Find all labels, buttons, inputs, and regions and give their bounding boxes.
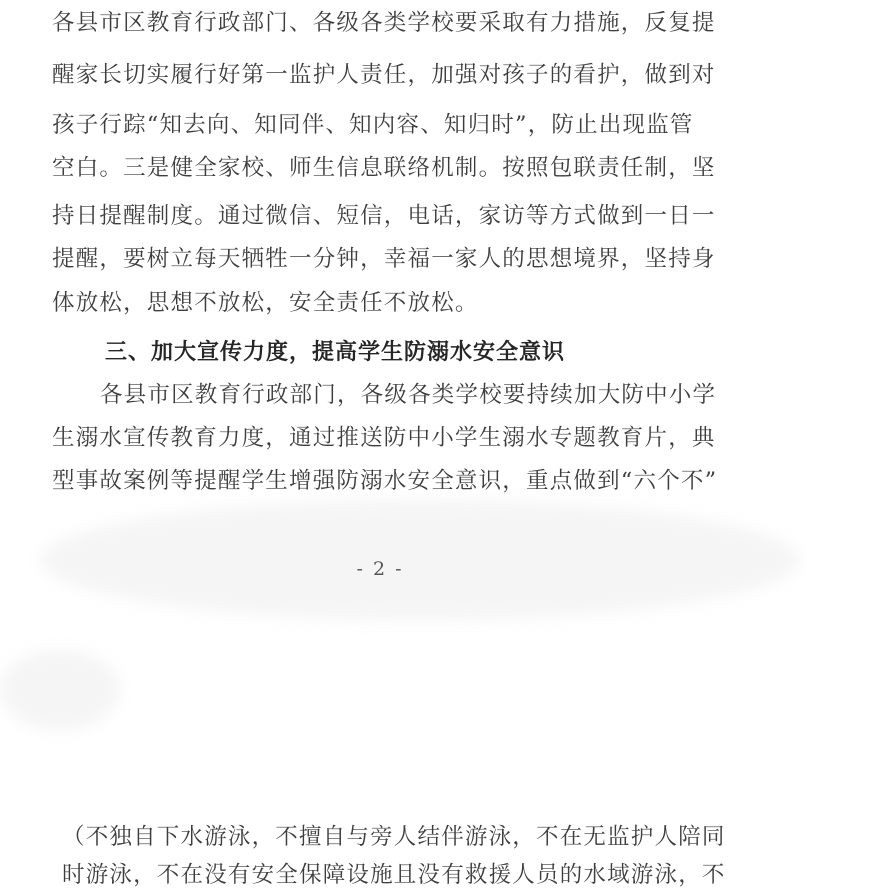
section-heading: 三、加大宣传力度，提高学生防溺水安全意识	[105, 340, 566, 365]
text-line: （不独自下水游泳，不擅自与旁人结伴游泳，不在无监护人陪同	[62, 824, 726, 850]
text-line: 各县市区教育行政部门，各级各类学校要持续加大防中小学	[100, 382, 717, 408]
text-line: 持日提醒制度。通过微信、短信，电话，家访等方式做到一日一	[52, 203, 716, 229]
text-line: 各县市区教育行政部门、各级各类学校要采取有力措施，反复提	[52, 10, 716, 36]
text-line: 提醒，要树立每天牺牲一分钟，幸福一家人的思想境界，坚持身	[52, 246, 716, 272]
text-line: 型事故案例等提醒学生增强防溺水安全意识，重点做到“六个不”	[52, 468, 718, 494]
text-line: 空白。三是健全家校、师生信息联络机制。按照包联责任制，坚	[52, 155, 716, 181]
text-line: 时游泳，不在没有安全保障设施且没有救援人员的水域游泳，不	[62, 862, 726, 888]
text-line: 醒家长切实履行好第一监护人责任，加强对孩子的看护，做到对	[52, 62, 716, 88]
page-number: - 2 -	[356, 558, 404, 580]
text-line: 体放松，思想不放松，安全责任不放松。	[52, 290, 479, 316]
text-line: 孩子行踪“知去向、知同伴、知内容、知归时”，防止出现监管	[52, 112, 694, 138]
text-line: 生溺水宣传教育力度，通过推送防中小学生溺水专题教育片，典	[52, 425, 716, 451]
scan-smudge	[0, 650, 120, 730]
